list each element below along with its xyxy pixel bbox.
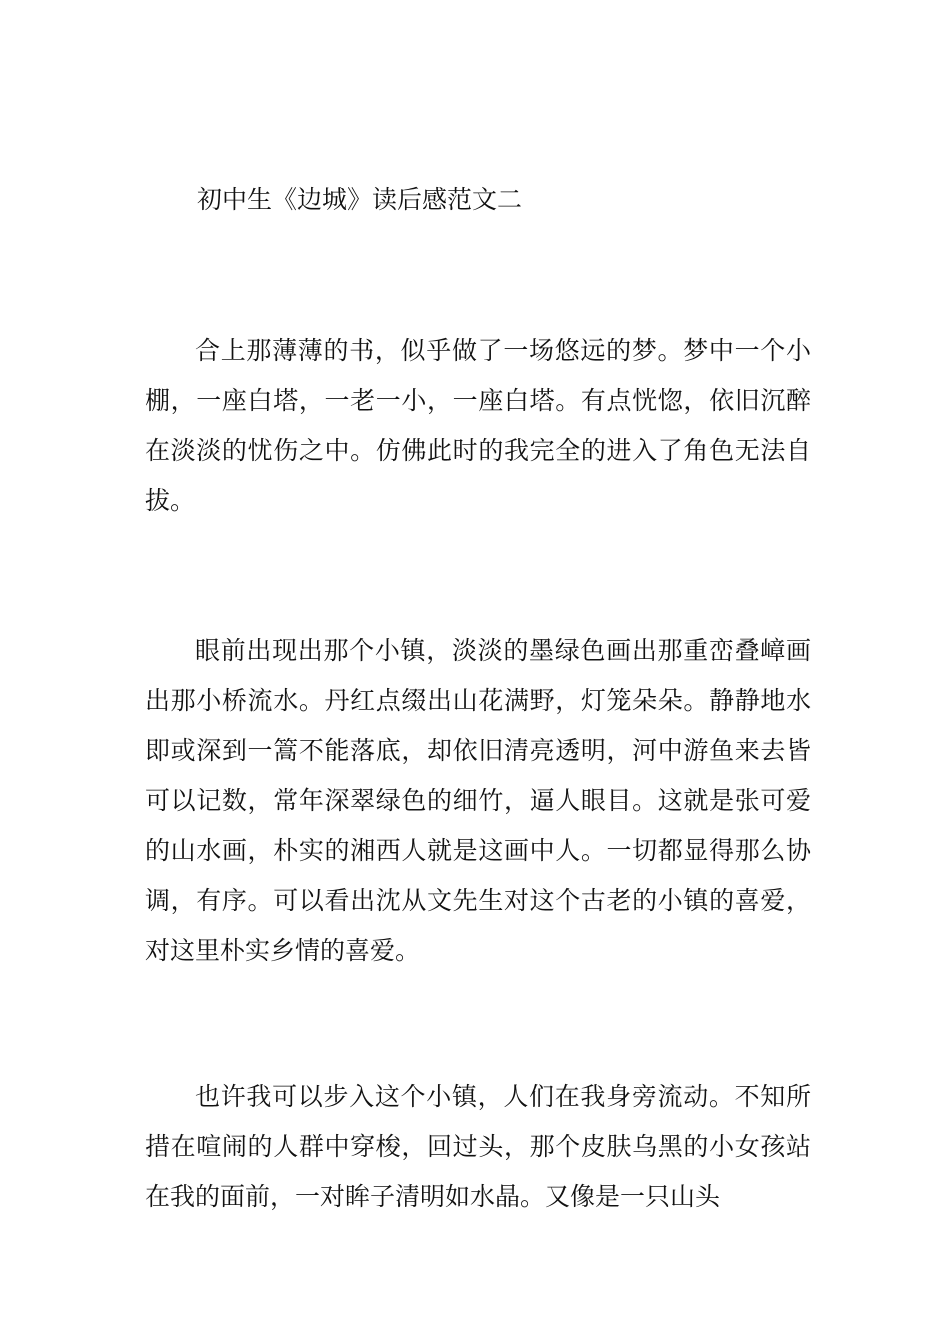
document-title: 初中生《边城》读后感范文二 [197,185,523,214]
paragraph-1: 合上那薄薄的书，似乎做了一场悠远的梦。梦中一个小棚，一座白塔，一老一小，一座白塔。有点恍惚，依旧沉醉在淡淡的忧伤之中。仿佛此时的我完全的进入了角色无法自拔。 [145,336,811,515]
paragraph-3: 也许我可以步入这个小镇，人们在我身旁流动。不知所措在喧闹的人群中穿梭，回过头，那个皮肤乌黑的小女孩站在我的面前，一对眸子清明如水晶。又像是一只山头 [145,1082,811,1211]
paragraph-2: 眼前出现出那个小镇，淡淡的墨绿色画出那重峦叠嶂画出那小桥流水。丹红点缀出山花满野，灯笼朵朵。静静地水即或深到一篙不能落底，却依旧清亮透明，河中游鱼来去皆可以记数，常年深翠绿色的细竹，逼人眼目。这就是张可爱的山水画，朴实的湘西人就是这画中人。一切都显得那么协调，有序。可以看出沈从文先生对这个古老的小镇的喜爱，对这里朴实乡情的喜爱。 [145,636,811,965]
